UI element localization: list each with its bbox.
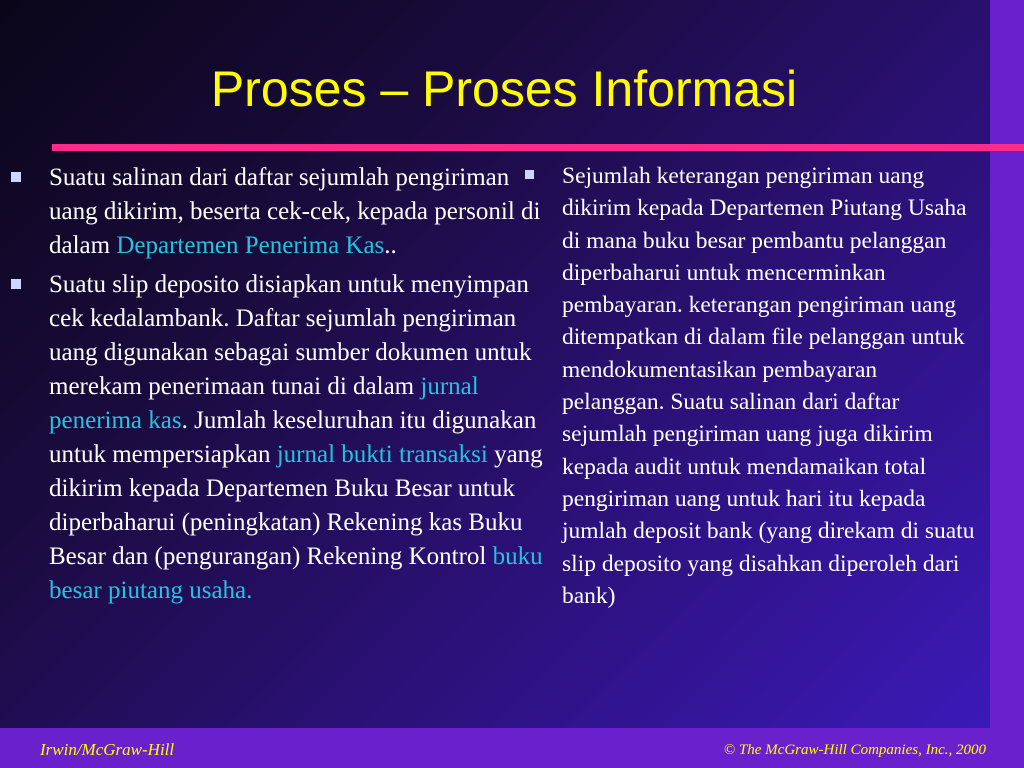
square-bullet-icon [11,279,21,289]
square-bullet-icon [11,172,21,182]
bullet-text: Suatu salinan dari daftar sejumlah pengiriman uang dikirim, beserta cek-cek, kepada personil di dalam [49,164,541,259]
bullet-item [522,160,980,612]
left-bullet-list [6,161,546,613]
right-bullet-list [522,160,980,617]
title-divider [52,144,1024,151]
bullet-item [6,161,546,263]
highlighted-term: jurnal penerima kas [49,373,479,434]
bullet-text: yang dikirim kepada Departemen Buku Besar untuk diperbaharui (peningkatan) Rekening kas Buku Besar dan (pengurangan) Rekening Kontrol [49,441,543,570]
highlighted-term: Departemen Penerima Kas [116,232,385,259]
slide-title: Proses – Proses Informasi [210,61,798,117]
highlighted-term: buku besar piutang usaha. [49,543,543,604]
bullet-text: . Jumlah keseluruhan itu digunakan untuk mempersiapkan [49,407,537,468]
square-bullet-icon [525,170,534,179]
bullet-text: .. [384,232,397,259]
highlighted-term: jurnal bukti transaksi [276,441,488,468]
bullet-item [6,268,546,608]
footer-copyright: © The McGraw-Hill Companies, Inc., 2000 [723,742,986,758]
bullet-text: Suatu slip deposito disiapkan untuk menyimpan cek kedalambank. Daftar sejumlah pengiriman uang digunakan sebagai sumber dokumen untuk merekam penerimaan tunai di dalam [49,271,532,400]
bullet-text: Sejumlah keterangan pengiriman uang dikirim kepada Departemen Piutang Usaha di mana buku besar pembantu pelanggan diperbaharui untuk mencerminkan pembayaran. keterangan pengiriman uang ditempatkan di dalam file pelanggan untuk mendokumentasikan pembayaran pelanggan. Suatu salinan dari daftar sejumlah pengiriman uang juga dikirim kepada audit untuk mendamaikan total pengiriman uang untuk hari itu kepada jumlah deposit bank (yang direkam di suatu slip deposito yang disahkan diperoleh dari bank) [562,163,975,609]
footer-publisher: Irwin/McGraw-Hill [40,740,175,759]
